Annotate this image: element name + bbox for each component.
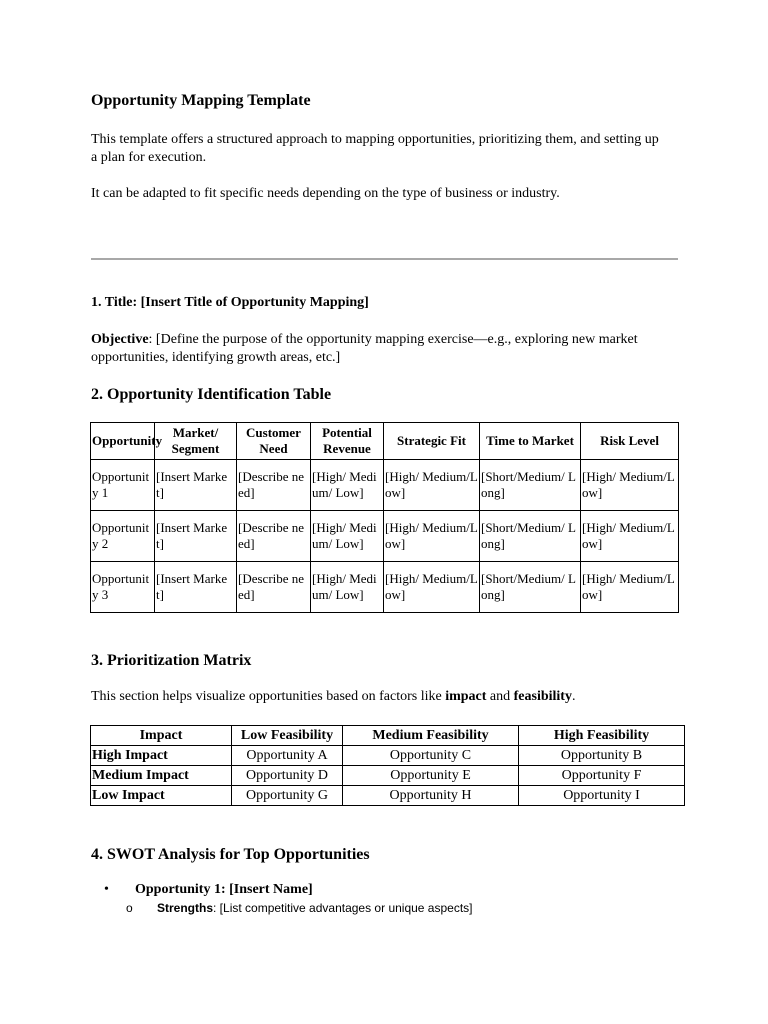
column-header: Opportunity — [91, 423, 155, 460]
table-cell: [Insert Market] — [155, 511, 237, 562]
column-header: Strategic Fit — [384, 423, 480, 460]
column-header: Market/ Segment — [155, 423, 237, 460]
document-title: Opportunity Mapping Template — [91, 92, 311, 109]
objective-text: : [Define the purpose of the opportunity mapping exercise—e.g., exploring new market opportunities, identifying growth areas, etc.] — [91, 332, 638, 365]
table-cell: [High/ Medium/Low] — [384, 511, 480, 562]
column-header: Medium Feasibility — [343, 726, 519, 746]
description-text: and — [486, 689, 514, 704]
table-cell: Opportunity 3 — [91, 562, 155, 613]
section-3-heading: 3. Prioritization Matrix — [91, 652, 252, 669]
objective-label: Objective — [91, 332, 149, 347]
sub-list-item — [126, 900, 473, 916]
section-1-heading: 1. Title: [Insert Title of Opportunity Mapping] — [91, 295, 369, 310]
table-cell: [Describe need] — [237, 562, 311, 613]
table-cell: Opportunity B — [519, 746, 685, 766]
table-cell: [High/ Medium/Low] — [581, 562, 679, 613]
bullet-icon: • — [104, 882, 109, 897]
column-header: Potential Revenue — [311, 423, 384, 460]
column-header: High Feasibility — [519, 726, 685, 746]
table-row — [91, 562, 679, 613]
strengths-label: Strengths — [157, 901, 214, 915]
row-header: Low Impact — [91, 786, 232, 806]
table-cell: Opportunity G — [232, 786, 343, 806]
table-cell: [High/ Medium/Low] — [581, 460, 679, 511]
table-cell: [Short/Medium/ Long] — [480, 460, 581, 511]
prioritization-matrix-table — [90, 725, 685, 806]
description-text: . — [571, 689, 576, 704]
table-cell: [Describe need] — [237, 511, 311, 562]
table-cell: [High/ Medium/Low] — [384, 460, 480, 511]
opportunity-identification-table — [90, 422, 679, 613]
table-header-row — [91, 423, 679, 460]
table-cell: Opportunity 1 — [91, 460, 155, 511]
table-cell: [Short/Medium/ Long] — [480, 562, 581, 613]
column-header: Low Feasibility — [232, 726, 343, 746]
table-row — [91, 786, 685, 806]
table-cell: Opportunity 2 — [91, 511, 155, 562]
table-cell: [Describe need] — [237, 460, 311, 511]
horizontal-rule — [91, 258, 678, 260]
table-header-row — [91, 726, 685, 746]
table-cell: Opportunity I — [519, 786, 685, 806]
intro-paragraph-1: This template offers a structured approach to mapping opportunities, prioritizing them, and setting up a plan for execution. — [91, 132, 659, 165]
objective-paragraph — [91, 331, 661, 367]
table-cell: [High/ Medium/Low] — [581, 511, 679, 562]
column-header: Time to Market — [480, 423, 581, 460]
strengths-text: : [List competitive advantages or unique aspects] — [213, 901, 473, 915]
list-item — [104, 881, 313, 899]
feasibility-term: feasibility — [513, 689, 572, 704]
row-header: Medium Impact — [91, 766, 232, 786]
table-cell: [Insert Market] — [155, 562, 237, 613]
column-header: Risk Level — [581, 423, 679, 460]
swot-bullet-list — [104, 881, 313, 899]
table-cell: [Insert Market] — [155, 460, 237, 511]
table-cell: Opportunity F — [519, 766, 685, 786]
prioritization-description — [91, 688, 691, 706]
bullet-text: Opportunity 1: [Insert Name] — [135, 882, 313, 897]
table-row — [91, 511, 679, 562]
column-header: Customer Need — [237, 423, 311, 460]
table-cell: [High/ Medium/ Low] — [311, 511, 384, 562]
table-row — [91, 746, 685, 766]
row-header: High Impact — [91, 746, 232, 766]
column-header: Impact — [91, 726, 232, 746]
table-row — [91, 460, 679, 511]
table-cell: [High/ Medium/ Low] — [311, 460, 384, 511]
intro-paragraph-2: It can be adapted to fit specific needs depending on the type of business or industry. — [91, 186, 560, 201]
table-cell: [Short/Medium/ Long] — [480, 511, 581, 562]
impact-term: impact — [445, 689, 487, 704]
table-cell: Opportunity E — [343, 766, 519, 786]
description-text: This section helps visualize opportunities based on factors like — [91, 689, 446, 704]
table-cell: [High/ Medium/Low] — [384, 562, 480, 613]
table-cell: Opportunity H — [343, 786, 519, 806]
table-cell: Opportunity C — [343, 746, 519, 766]
section-2-heading: 2. Opportunity Identification Table — [91, 386, 332, 403]
circle-bullet-icon: o — [126, 901, 133, 915]
section-4-heading: 4. SWOT Analysis for Top Opportunities — [91, 846, 370, 863]
table-cell: [High/ Medium/ Low] — [311, 562, 384, 613]
table-row — [91, 766, 685, 786]
table-cell: Opportunity A — [232, 746, 343, 766]
table-cell: Opportunity D — [232, 766, 343, 786]
